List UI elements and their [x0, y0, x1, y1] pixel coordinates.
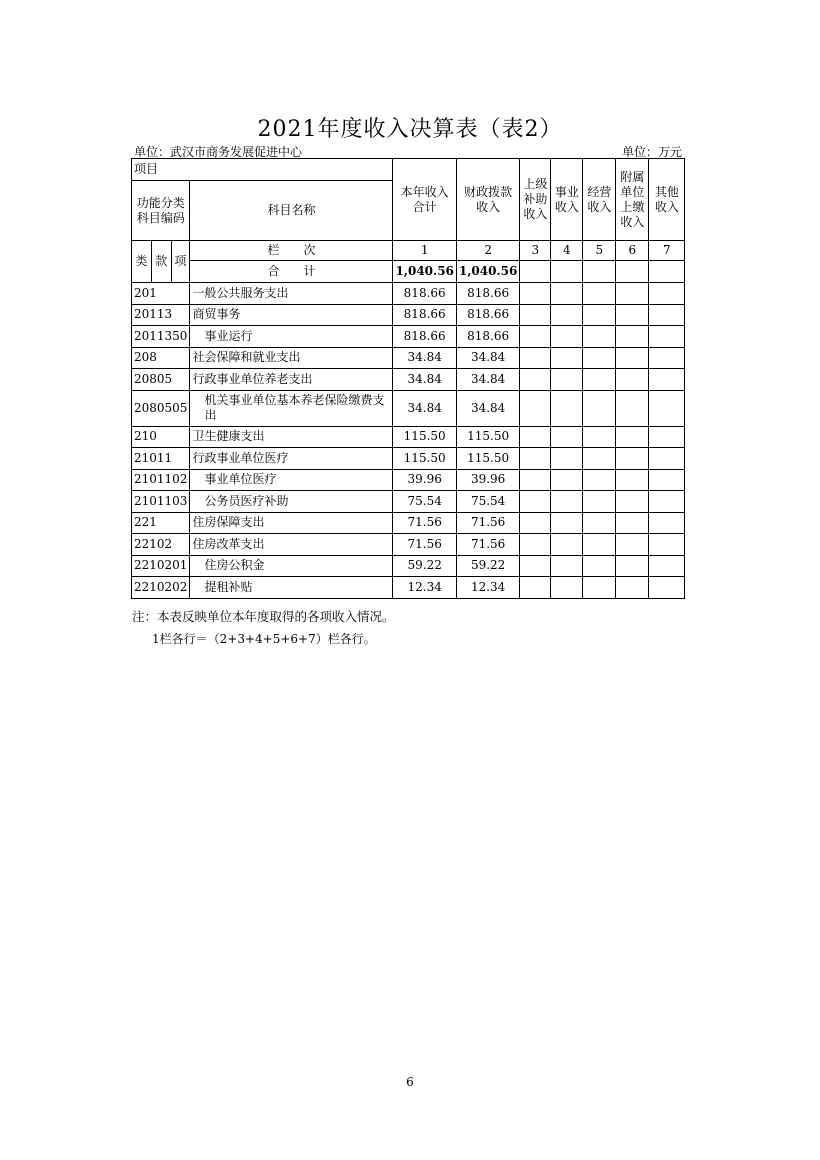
row-name: 住房保障支出 — [190, 512, 393, 534]
total-c5 — [583, 261, 616, 283]
row-c7 — [649, 347, 685, 369]
row-c7 — [649, 491, 685, 513]
row-c4 — [551, 283, 583, 305]
row-c2: 818.66 — [456, 304, 519, 326]
row-c4 — [551, 369, 583, 391]
table-row — [132, 448, 685, 470]
row-c3 — [520, 555, 551, 577]
row-c6 — [616, 390, 649, 426]
row-c4 — [551, 491, 583, 513]
row-c6 — [616, 304, 649, 326]
row-c5 — [583, 534, 616, 556]
row-c3 — [520, 369, 551, 391]
row-c7 — [649, 390, 685, 426]
table-row — [132, 577, 685, 599]
col-num-5: 5 — [583, 241, 616, 261]
row-c2: 818.66 — [456, 283, 519, 305]
row-c1: 818.66 — [393, 326, 456, 348]
row-c4 — [551, 448, 583, 470]
header-col-6: 附属单位上缴收入 — [616, 159, 649, 241]
header-func-code: 功能分类科目编码 — [132, 181, 190, 241]
row-c5 — [583, 390, 616, 426]
row-c1: 115.50 — [393, 448, 456, 470]
row-c3 — [520, 426, 551, 448]
row-c1: 59.22 — [393, 555, 456, 577]
row-c3 — [520, 534, 551, 556]
row-c4 — [551, 426, 583, 448]
row-c3 — [520, 512, 551, 534]
row-c6 — [616, 326, 649, 348]
table-row — [132, 469, 685, 491]
row-code: 2080505 — [132, 390, 190, 426]
row-c7 — [649, 512, 685, 534]
row-c4 — [551, 512, 583, 534]
row-name: 住房公积金 — [190, 555, 393, 577]
row-name: 商贸事务 — [190, 304, 393, 326]
table-row — [132, 491, 685, 513]
table-row — [132, 390, 685, 426]
row-c7 — [649, 555, 685, 577]
row-name: 事业单位医疗 — [190, 469, 393, 491]
row-c1: 818.66 — [393, 304, 456, 326]
row-c1: 34.84 — [393, 390, 456, 426]
row-c6 — [616, 369, 649, 391]
header-xiangmu: 项目 — [132, 159, 393, 181]
header-col-4: 事业收入 — [551, 159, 583, 241]
row-c3 — [520, 326, 551, 348]
row-c5 — [583, 448, 616, 470]
page-number: 6 — [406, 1075, 414, 1089]
col-num-2: 2 — [456, 241, 519, 261]
income-table — [131, 158, 685, 599]
row-c4 — [551, 534, 583, 556]
table-row — [132, 426, 685, 448]
header-col-5: 经营收入 — [583, 159, 616, 241]
row-name: 卫生健康支出 — [190, 426, 393, 448]
row-code: 2101103 — [132, 491, 190, 513]
row-c1: 71.56 — [393, 534, 456, 556]
row-name: 行政事业单位医疗 — [190, 448, 393, 470]
row-c2: 71.56 — [456, 534, 519, 556]
table-row — [132, 512, 685, 534]
row-c5 — [583, 491, 616, 513]
row-name: 提租补贴 — [190, 577, 393, 599]
page-title: 2021年度收入决算表（表2） — [257, 117, 563, 142]
row-c3 — [520, 448, 551, 470]
row-c2: 75.54 — [456, 491, 519, 513]
row-c1: 34.84 — [393, 347, 456, 369]
row-c2: 71.56 — [456, 512, 519, 534]
row-c2: 818.66 — [456, 326, 519, 348]
row-code: 21011 — [132, 448, 190, 470]
table-row — [132, 304, 685, 326]
col-num-1: 1 — [393, 241, 456, 261]
row-c5 — [583, 369, 616, 391]
row-c5 — [583, 577, 616, 599]
row-code: 2011350 — [132, 326, 190, 348]
row-c3 — [520, 491, 551, 513]
row-c3 — [520, 390, 551, 426]
table-row — [132, 369, 685, 391]
row-code: 210 — [132, 426, 190, 448]
table-row — [132, 283, 685, 305]
col-num-6: 6 — [616, 241, 649, 261]
row-c5 — [583, 512, 616, 534]
row-c6 — [616, 512, 649, 534]
row-c5 — [583, 326, 616, 348]
header-col-7: 其他收入 — [649, 159, 685, 241]
row-c1: 12.34 — [393, 577, 456, 599]
row-c5 — [583, 347, 616, 369]
table-row — [132, 326, 685, 348]
row-c2: 115.50 — [456, 448, 519, 470]
row-c3 — [520, 304, 551, 326]
row-code: 20113 — [132, 304, 190, 326]
row-c4 — [551, 469, 583, 491]
row-c3 — [520, 347, 551, 369]
row-c7 — [649, 577, 685, 599]
row-c5 — [583, 555, 616, 577]
row-c7 — [649, 426, 685, 448]
row-name: 住房改革支出 — [190, 534, 393, 556]
row-code: 2210201 — [132, 555, 190, 577]
row-c1: 34.84 — [393, 369, 456, 391]
row-c6 — [616, 448, 649, 470]
row-c6 — [616, 555, 649, 577]
header-col-1: 本年收入合计 — [393, 159, 456, 241]
row-c2: 34.84 — [456, 390, 519, 426]
row-code: 2101102 — [132, 469, 190, 491]
row-c5 — [583, 469, 616, 491]
header-col-3: 上级补助收入 — [520, 159, 551, 241]
header-lei: 类 — [132, 241, 152, 283]
total-c4 — [551, 261, 583, 283]
row-c7 — [649, 369, 685, 391]
row-c6 — [616, 283, 649, 305]
row-c6 — [616, 426, 649, 448]
row-c5 — [583, 283, 616, 305]
col-num-7: 7 — [649, 241, 685, 261]
row-name: 事业运行 — [190, 326, 393, 348]
col-num-3: 3 — [520, 241, 551, 261]
row-name: 机关事业单位基本养老保险缴费支出 — [190, 390, 393, 426]
row-c2: 34.84 — [456, 369, 519, 391]
row-c1: 39.96 — [393, 469, 456, 491]
row-c7 — [649, 326, 685, 348]
row-c4 — [551, 577, 583, 599]
header-xiang: 项 — [171, 241, 190, 283]
total-c3 — [520, 261, 551, 283]
row-c4 — [551, 555, 583, 577]
row-c1: 818.66 — [393, 283, 456, 305]
row-c7 — [649, 448, 685, 470]
row-c7 — [649, 534, 685, 556]
row-c4 — [551, 326, 583, 348]
total-c1: 1,040.56 — [393, 261, 456, 283]
table-row — [132, 347, 685, 369]
row-code: 201 — [132, 283, 190, 305]
row-c2: 59.22 — [456, 555, 519, 577]
row-c7 — [649, 283, 685, 305]
row-name: 行政事业单位养老支出 — [190, 369, 393, 391]
row-c4 — [551, 390, 583, 426]
total-c6 — [616, 261, 649, 283]
table-row — [132, 555, 685, 577]
row-c2: 39.96 — [456, 469, 519, 491]
note-1: 注：本表反映单位本年度取得的各项收入情况。 — [132, 609, 395, 624]
header-subject-name: 科目名称 — [190, 181, 393, 241]
row-code: 221 — [132, 512, 190, 534]
row-name: 公务员医疗补助 — [190, 491, 393, 513]
row-c5 — [583, 304, 616, 326]
row-name: 一般公共服务支出 — [190, 283, 393, 305]
row-name: 社会保障和就业支出 — [190, 347, 393, 369]
row-c2: 115.50 — [456, 426, 519, 448]
row-c3 — [520, 577, 551, 599]
row-c6 — [616, 491, 649, 513]
header-col-2: 财政拨款收入 — [456, 159, 519, 241]
col-num-4: 4 — [551, 241, 583, 261]
row-c3 — [520, 469, 551, 491]
row-c4 — [551, 347, 583, 369]
unit-currency: 单位：万元 — [621, 145, 682, 159]
row-c1: 75.54 — [393, 491, 456, 513]
row-c1: 71.56 — [393, 512, 456, 534]
row-c6 — [616, 534, 649, 556]
unit-organization: 单位：武汉市商务发展促进中心 — [134, 145, 303, 159]
row-code: 2210202 — [132, 577, 190, 599]
row-c4 — [551, 304, 583, 326]
row-c1: 115.50 — [393, 426, 456, 448]
total-c2: 1,040.56 — [456, 261, 519, 283]
row-c7 — [649, 304, 685, 326]
total-c7 — [649, 261, 685, 283]
row-c2: 34.84 — [456, 347, 519, 369]
header-lan-ci: 栏 次 — [190, 241, 393, 261]
row-c3 — [520, 283, 551, 305]
total-label: 合 计 — [190, 261, 393, 283]
note-2: 1栏各行＝（2+3+4+5+6+7）栏各行。 — [152, 632, 376, 646]
row-code: 20805 — [132, 369, 190, 391]
row-code: 208 — [132, 347, 190, 369]
row-code: 22102 — [132, 534, 190, 556]
row-c5 — [583, 426, 616, 448]
row-c6 — [616, 347, 649, 369]
row-c6 — [616, 577, 649, 599]
row-c6 — [616, 469, 649, 491]
table-row — [132, 534, 685, 556]
header-kuan: 款 — [151, 241, 171, 283]
row-c7 — [649, 469, 685, 491]
row-c2: 12.34 — [456, 577, 519, 599]
